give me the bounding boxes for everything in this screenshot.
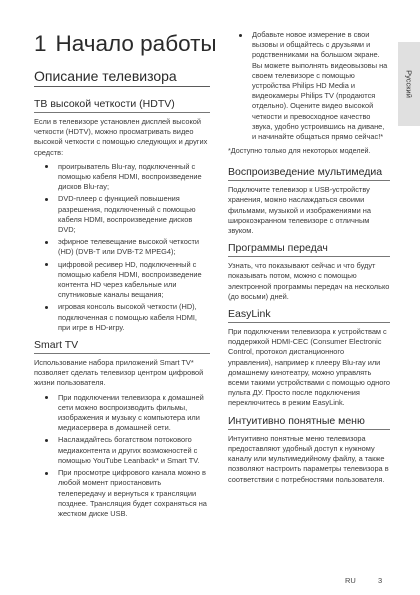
bullet-icon (45, 306, 48, 309)
language-tab-label: Русский (404, 70, 414, 98)
chapter-title: Начало работы (55, 31, 217, 56)
list-item: цифровой ресивер HD, подключенный с помощью кабеля HDMI, воспроизведение контента HD через кабельные или спутниковые каналы вещания; (34, 260, 210, 301)
bullet-icon (45, 439, 48, 442)
section-title: Описание телевизора (34, 68, 210, 87)
footer-language: RU (345, 576, 356, 585)
bullet-icon (45, 241, 48, 244)
left-column (34, 98, 210, 523)
chapter-number: 1 (34, 31, 47, 56)
hdtv-heading: ТВ высокой четкости (HDTV) (34, 98, 210, 113)
bullet-icon (45, 198, 48, 201)
list-item: эфирное телевещание высокой четкости (HD) (DVB-T или DVB-T2 MPEG4); (34, 237, 210, 257)
bullet-icon (45, 263, 48, 266)
multimedia-text: Подключите телевизор к USB-устройству хранения, можно наслаждаться своими фильмами, музыкой и изображениями на широкоэкранном телевизоре с отличным звуком. (228, 185, 371, 236)
smarttv-intro: Использование набора приложений Smart TV* позволяет сделать телевизор центром цифровой жизни пользователя. (34, 358, 204, 388)
smarttv-list-continued (228, 30, 390, 142)
list-item: При просмотре цифрового канала можно в любой момент приостановить телепередачу и вернуться к трансляции позднее. Трансляция будет сохраняться на жестком диске USB. (34, 468, 210, 519)
list-item: Наслаждайтесь богатством потокового медиаконтента и других возможностей с помощью YouTube Leanback* и Smart TV. (34, 435, 210, 466)
smarttv-list (34, 393, 210, 519)
easylink-text: При подключении телевизора к устройствам с поддержкой HDMI-CEC (Consumer Electronic Control, протокол дистанционного управления), например к плееру Blu-ray или домашнему кинотеатру, можно управлять всеми такими устройствами с помощью одного пульта ДУ. Просто после подключения переключитесь в режим EasyLink. (228, 327, 390, 408)
page-number: 3 (378, 576, 383, 585)
list-item: проигрыватель Blu-ray, подключенный с помощью кабеля HDMI, воспроизведение дисков Blu-ray; (34, 162, 210, 193)
easylink-heading: EasyLink (228, 308, 390, 323)
right-column (228, 30, 390, 489)
guide-heading: Программы передач (228, 242, 390, 257)
chapter-heading (34, 31, 217, 57)
language-side-tab (398, 42, 420, 126)
bullet-icon (45, 165, 48, 168)
bullet-icon (239, 34, 242, 37)
hdtv-intro: Если в телевизоре установлен дисплей высокой четкости (HDTV), можно просматривать видео высокой четкости с помощью следующих и других средств: (34, 117, 208, 157)
menus-text: Интуитивно понятные меню телевизора предоставляют удобный доступ к нужному каналу или мультимедийному файлу, а также позволяют настроить параметры телевизора в соответствии с потребностями пользователя. (228, 433, 389, 484)
list-item: DVD-плеер с функцией повышения разрешения, подключенный с помощью кабеля HDMI, воспроизведение дисков DVD; (34, 194, 210, 235)
bullet-icon (45, 396, 48, 399)
bullet-icon (45, 472, 48, 475)
list-item: При подключении телевизора к домашней сети можно воспроизводить фильмы, изображения и музыку с компьютера или медиасервера в домашней сети. (34, 393, 210, 434)
list-item: игровая консоль высокой четкости (HD), подключенная с помощью кабеля HDMI, при игре в HD-игру. (34, 302, 210, 333)
menus-heading: Интуитивно понятные меню (228, 415, 390, 430)
list-item: Добавьте новое измерение в свои вызовы и общайтесь с друзьями и родственниками на большом экране. Вы можете выполнять видеовызовы на своем телевизоре с помощью устройства Philips HD Media и видеокамеры Philips TV (продаются отдельно). Оцените видео высокой четкости и превосходное качество звука, удобно устроившись на диване, и начинайте общаться прямо сейчас!* (228, 30, 390, 142)
hdtv-list (34, 162, 210, 333)
guide-text: Узнать, что показывают сейчас и что будут показывать потом, можно с помощью электронной программы передач на несколько (до восьми) дней. (228, 261, 390, 301)
smarttv-heading: Smart TV (34, 339, 210, 354)
multimedia-heading: Воспроизведение мультимедиа (228, 166, 390, 181)
availability-note: *Доступно только для некоторых моделей. (228, 146, 371, 156)
